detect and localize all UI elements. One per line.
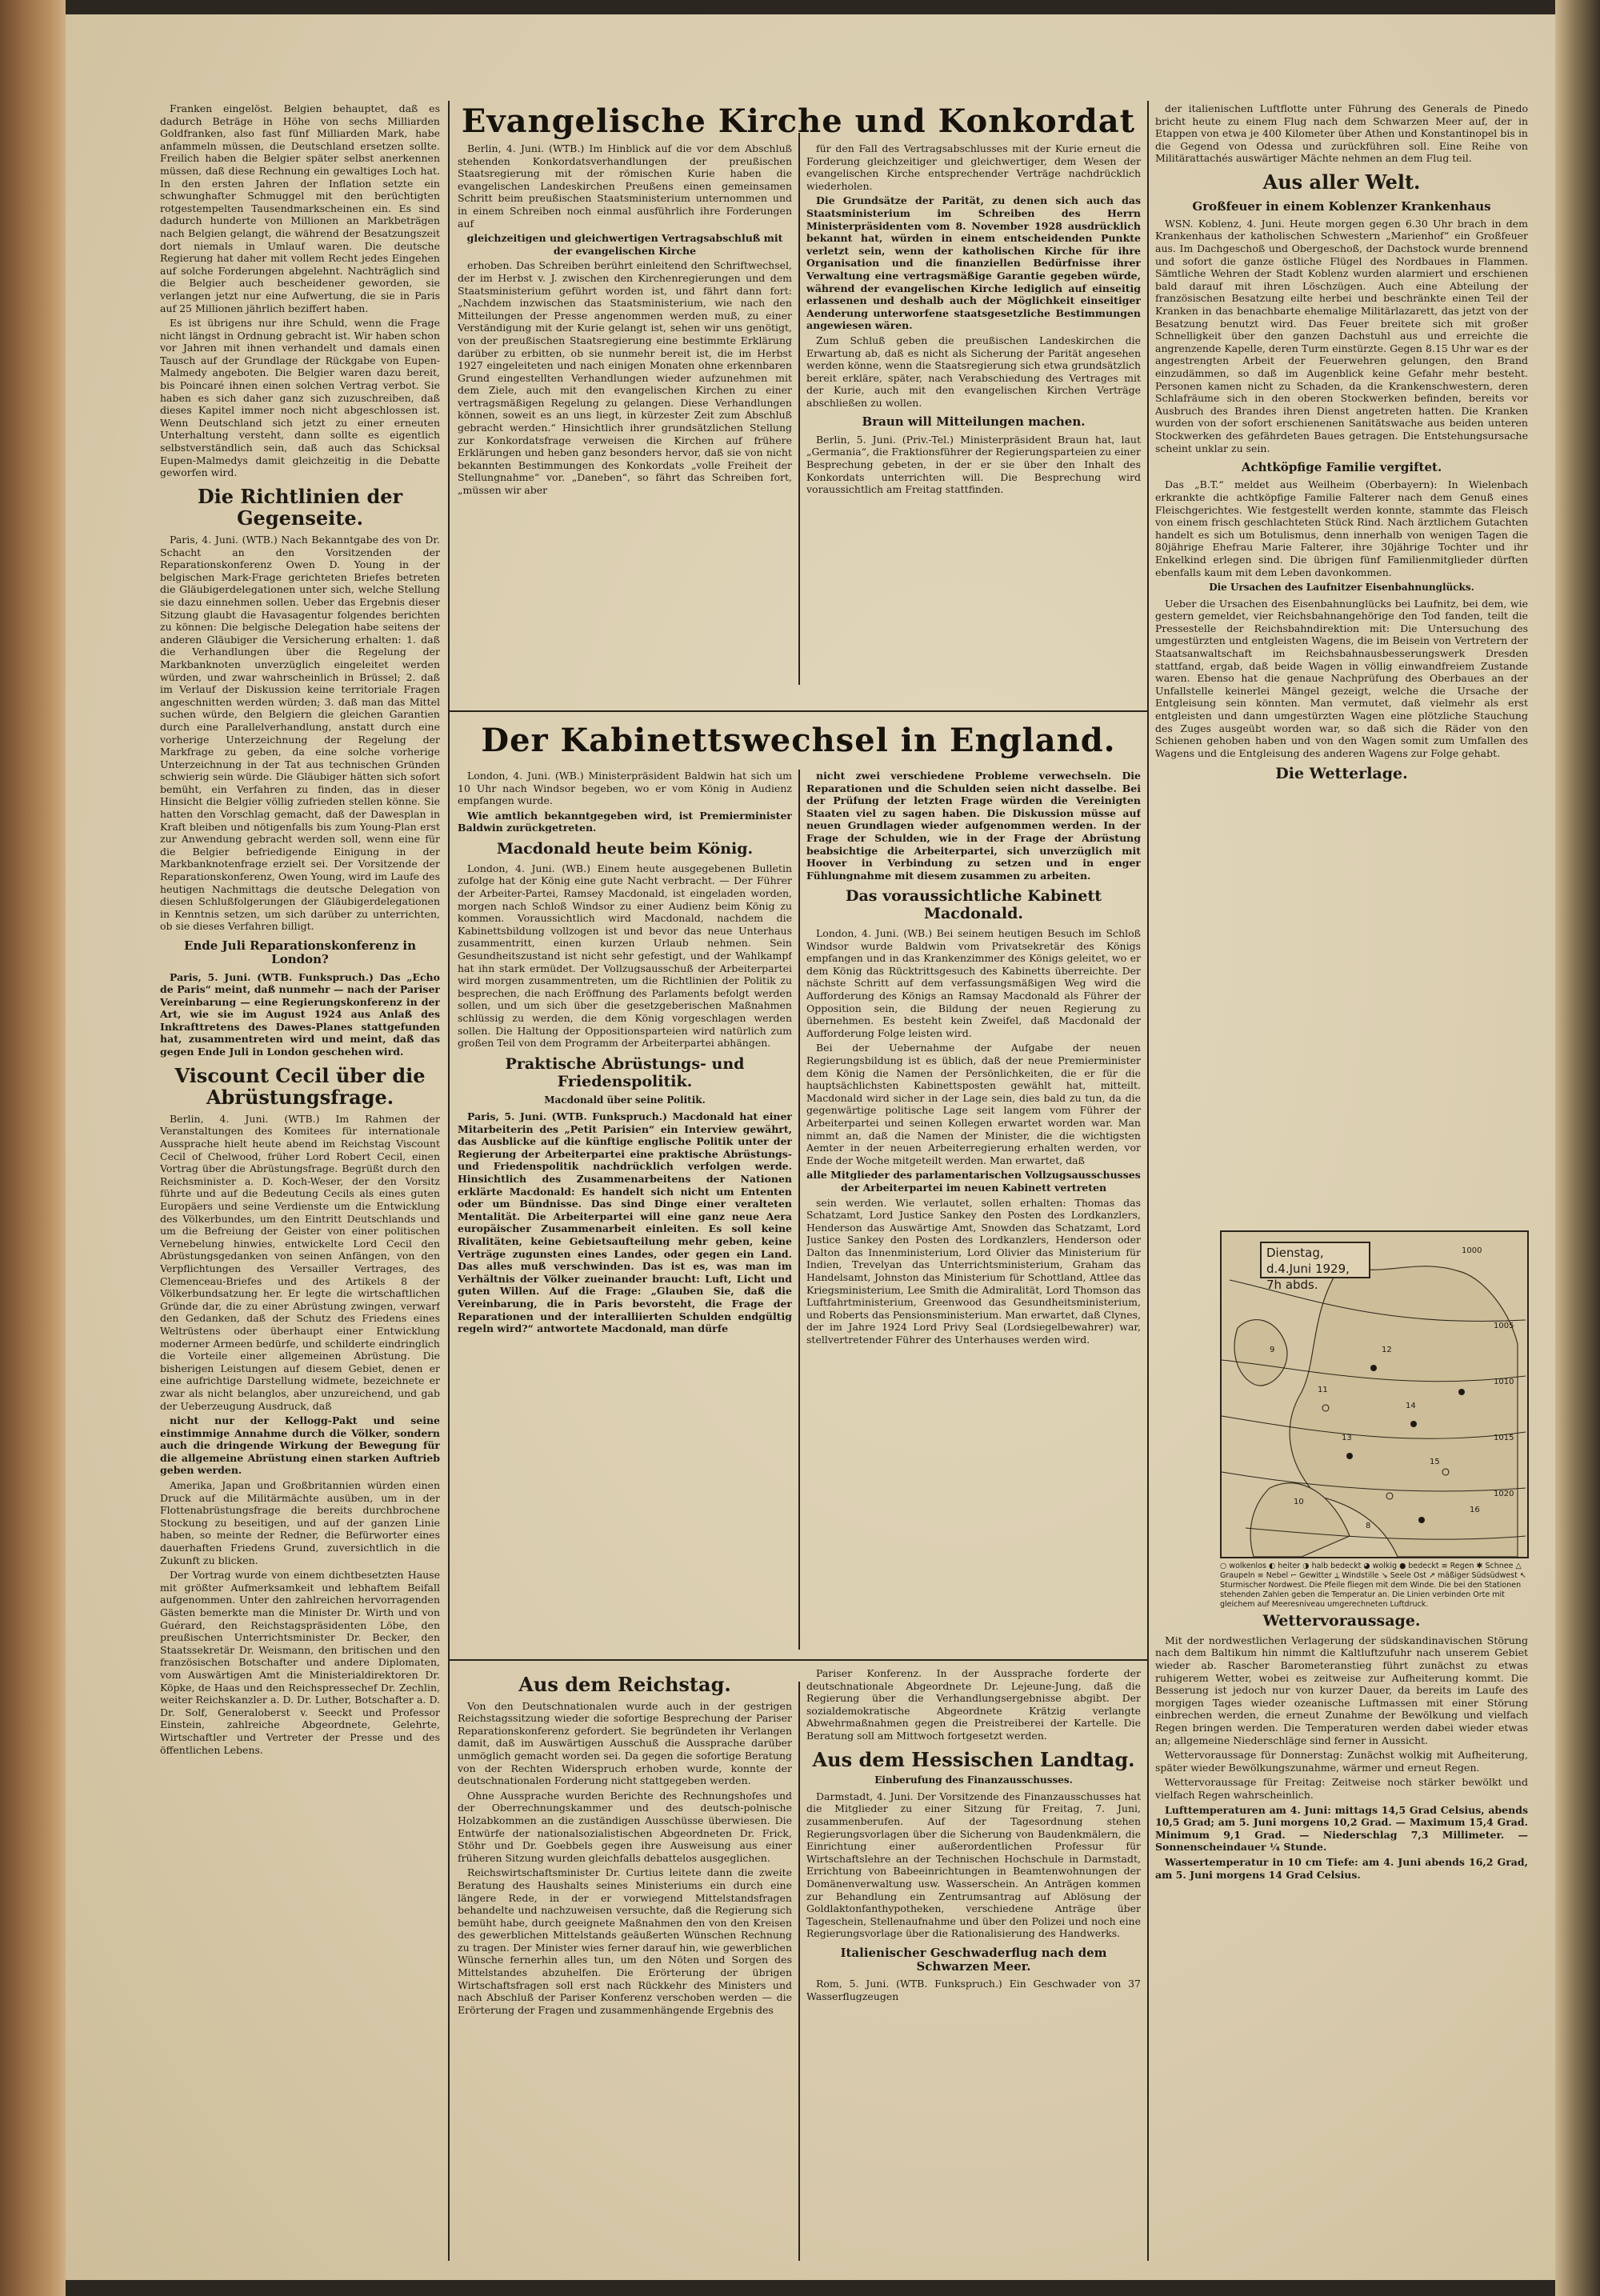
kabinett-col-1 (458, 770, 792, 1650)
headline-evangelisch: Evangelische Kirche und Konkordat (461, 102, 1136, 140)
headline: Viscount Cecil über die Abrüstungsfrage. (174, 1063, 426, 1110)
article-text: Der Vortrag wurde von einem dichtbesetzten Hause mit größter Aufmerksamkeit und lebhaftem Beifall aufgenommen. Unter den zahlreichen hervorragenden Gästen bemerkte man die Minister Dr. Wirth und von Guérard, den Reichstagspräsidenten Löbe, den preußischen Unterrichtsminister Dr. Becker, den Staatssekretär Dr. Weismann, den britischen und den französischen Botschafter und andere Diplomaten, vom Auswärtigen Amt die Ministerialdirektoren Dr. Köpke, de Haas und den Reichspressechef Dr. Zechlin, weiter Reichskanzler a. D. Dr. Luther, Botschafter a. D. Dr. Solf, Generaloberst v. Seeckt und Professor Einstein, zahlreiche Abgeordnete, Gelehrte, Wirtschaftler und Vertreter der Presse und des öffentlichen Lebens. (160, 1569, 440, 1756)
headline: Aus aller Welt. (1262, 170, 1421, 194)
column-rule (798, 133, 800, 685)
article-text: Lufttemperaturen am 4. Juni: mittags 14,5 Grad Celsius, abends 10,5 Grad; am 5. Juni morgens 10,2 Grad. — Maximum 15,4 Grad. Minimum 9,1 Grad. — Niederschlag 7,3 Millimeter. — Sonnenscheindauer ¼ Stunde. (1155, 1803, 1528, 1854)
headline: Praktische Abrüstungs- und Friedenspolitik. (505, 1054, 745, 1090)
temperature-label: 16 (1470, 1506, 1480, 1514)
article-text: Es ist übrigens nur ihre Schuld, wenn die Frage nicht längst in Ordnung gebracht ist. Wir haben schon vor Jahren mit ihnen verhandelt und damals einen Tausch auf der Grundlage der Rückgabe von Eupen-Malmedy angeboten. Die Belgier waren dazu bereit, bis Poincaré ihnen einen solchen Vertrag verbot. Sie haben es sich daher ganz sich zuzuschreiben, daß dieses Kapitel immer noch nicht abgeschlossen ist. Wenn Deutschland sich jetzt zu einer erneuten Unterhaltung versteht, dann sollte es eigentlich selbstverständlich sein, daß auch das Schicksal Eupen-Malmedys damit gleichzeitig in die Debatte geworfen wird. (160, 317, 440, 479)
isobar-label: 1010 (1494, 1378, 1514, 1386)
isobar-label: 1000 (1462, 1246, 1482, 1255)
article-text: Zum Schluß geben die preußischen Landeskirchen die Erwartung ab, daß es nicht als Sicherung der Parität angesehen werden könne, wenn die Staatsregierung sich etwa grundsätzlich bereit erkläre, später, nach Verabschiedung des Vertrages mit der Kurie, auch mit den evangelischen Kirchen Verträge abschließen zu wollen. (806, 334, 1141, 409)
kabinett-col-2 (806, 770, 1141, 1650)
column-4-top (1155, 102, 1528, 1222)
column-1 (160, 102, 440, 2262)
article-text: Pariser Konferenz. In der Aussprache forderte der deutschnationale Abgeordnete Dr. Lejeune-Jung, daß die Regierung über die Verhandlungsergebnisse abgibt. Der sozialdemokratische Abgeordnete Krätzig verlangte Abwehrmaßnahmen gegen die Preistreiberei der Kartelle. Die Beratung soll am Mittwoch fortgesetzt werden. (806, 1667, 1141, 1742)
article-text: Ueber die Ursachen des Eisenbahnunglücks bei Laufnitz, bei dem, wie gestern gemeldet, vier Reichsbahnangehörige den Tod fanden, teilt die Pressestelle der Reichsbahndirektion mit: Die Untersuchung des umgestürzten und entgleisten Wagens, die im Beisein von Vertretern der Staatsanwaltschaft im Reichsbahnausbesserungswerk Dresden stattfand, ergab, daß beide Wagen in völlig einwandfreiem Zustande waren. Ebenso hat die genaue Nachprüfung des Oberbaues an der Unfallstelle keinerlei Mängel gezeigt, welche die Ursache der Entgleisung sein könnten. Man vermutet, daß vielmehr als erst entgleisten und dann umgestürzten Wagen eine plötzliche Stauchung des Zuges ausgeübt worden war, so daß sich die Räder von den Schienen gehoben haben und von den Wagen somit zum Umfallen des Wagens und die Entgleisung des anderen Wagens zur Folge gehabt. (1155, 597, 1528, 759)
subheadline: Macdonald über seine Politik. (544, 1094, 706, 1106)
article-text: nicht zwei verschiedene Probleme verwechseln. Die Reparationen und die Schulden seien nicht dasselbe. Bei der Prüfung der letzten Frage würden die Vereinigten Staaten viel zu sagen haben. Die Diskussion müsse auf neuen Grundlagen wieder aufgenommen werden. In der Frage der Schulden, wie in der Frage der Abrüstung beabsichtige die Arbeiterpartei, sich unverzüglich mit Hoover in Verbindung zu setzen und in enger Fühlungnahme mit diesem zusammen zu arbeiten. (806, 770, 1141, 882)
hessen-col (806, 1667, 1141, 2259)
article-text: Bei der Uebernahme der Aufgabe der neuen Regierungsbildung ist es üblich, daß der neue Premierminister dem König die Namen der Persönlichkeiten, die er für die hauptsächlichsten Kabinettsposten gewählt hat, mitteilt. Macdonald wird sicher in der Lage sein, dies bald zu tun, da die gegenwärtige politische Lage seit langem vom Führer der Arbeiterpartei und seinen Kollegen erwartet worden war. Man nimmt an, daß die Namen der Minister, die die wichtigsten Aemter in der neuen Arbeiterregierung erhalten werden, vor Ende der Woche mitgeteilt werden. Man erwartet, daß (806, 1042, 1141, 1166)
article-text: Amerika, Japan und Großbritannien würden einen Druck auf die Militärmächte ausüben, um in der Flottenabrüstungsfrage die bereits durchbrochene Stockung zu beseitigen, und auf der ganzen Linie haben, so meinte der Redner, die Befürworter eines dauerhaften Friedens Grund, zuversichtlich in die Zukunft zu blicken. (160, 1479, 440, 1566)
headline: Braun will Mitteilungen machen. (862, 414, 1086, 430)
headline: Italienischer Geschwaderflug nach dem Schwarzen Meer. (840, 1945, 1107, 1974)
article-text: Wie amtlich bekanntgegeben wird, ist Premierminister Baldwin zurückgetreten. (458, 809, 792, 834)
headline: Ende Juli Reparationskonferenz in London? (183, 938, 417, 967)
headline: Die Wetterlage. (1275, 765, 1408, 783)
article-text: London, 4. Juni. (WB.) Bei seinem heutigen Besuch im Schloß Windsor wurde Baldwin vom Privatsekretär des Königs empfangen und in das Krankenzimmer des Königs geleitet, wo er dem König das Rücktrittsgesuch des Kabinetts überreichte. Der nächste Schritt auf dem verfassungsmäßigen Weg wird die Aufforderung des Königs an Ramsay Macdonald als Führer der Opposition sein, die Bildung der neuen Regierung zu übernehmen. Es besteht kein Zweifel, daß Macdonald der Aufforderung Folge leisten wird. (806, 927, 1141, 1039)
article-text: nicht nur der Kellogg-Pakt und seine einstimmige Annahme durch die Völker, sondern auch die dringende Wirkung der Bewegung für die allgemeine Abrüstung einen starken Auftrieb geben werden. (160, 1414, 440, 1477)
isobar-label: 1005 (1494, 1322, 1514, 1330)
article-text: Berlin, 5. Juni. (Priv.-Tel.) Ministerpräsident Braun hat, laut „Germania“, die Fraktionsführer der Regierungsparteien zu einer Besprechung gebeten, in der er sie über den Inhalt des Konkordats unterrichten will. Die Besprechung wird voraussichtlich am Freitag stattfinden. (806, 433, 1141, 496)
weather-map-date (1260, 1242, 1370, 1292)
temperature-label: 14 (1406, 1402, 1416, 1410)
headline: Die Richtlinien der Gegenseite. (197, 484, 403, 530)
headline: Wettervoraussage. (1262, 1612, 1421, 1630)
article-text: Berlin, 4. Juni. (WTB.) Im Rahmen der Veranstaltungen des Komitees für internationale Aussprache hielt heute abend im Reichstag Viscount Cecil of Chelwood, früher Lord Robert Cecil, einen Vortrag über die Abrüstungsfrage. Begrüßt durch den Reichsminister a. D. Koch-Weser, der den Vorsitz führte und auf die Bedeutung Cecils als eines guten Europäers und seine Verdienste um die Entwicklung des Völkerbundes, um den Eintritt Deutschlands und um die Befreiung der Geister von einer politischen Vernebelung hinwies, entwickelte Lord Cecil den Abrüstungsgedanken von seinen Anfängen, von den Verpflichtungen des Versailler Vertrages, des Clemenceau-Briefes und des Artikels 8 der Völkerbundsatzung her. Er legte die wirtschaftlichen Gründe dar, die zu einer Abrüstung zwingen, verwarf den Gedanken, daß der Schutz des Friedens eines Weltrüstens oder überhaupt einer Entwicklung moderner Armeen bedürfe, und schilderte eindringlich die Vorteile einer allgemeinen Abrüstung. Die bisherigen Leistungen auf diesem Gebiet, denen er eine aufrichtige Darstellung widmete, bezeichnete er zwar als nicht belanglos, aber unzureichend, und gab der Ueberzeugung Ausdruck, daß (160, 1112, 440, 1412)
article-text: Rom, 5. Juni. (WTB. Funkspruch.) Ein Geschwader von 37 Wasserflugzeugen (806, 1978, 1141, 2002)
subheadline: Einberufung des Finanzausschusses. (874, 1774, 1073, 1786)
article-text: alle Mitglieder des parlamentarischen Vollzugsausschusses der Arbeiterpartei im neuen Kabinett vertreten (806, 1169, 1141, 1194)
article-text: Berlin, 4. Juni. (WTB.) Im Hinblick auf die vor dem Abschluß stehenden Konkordatsverhandlungen der preußischen Staatsregierung mit der römischen Kurie haben die evangelischen Landeskirchen Preußens einen gemeinsamen Schritt beim preußischen Staatsministerium unternommen und in einem Schreiben noch einmal ausführlich ihre Forderungen auf (458, 142, 792, 230)
headline: Das voraussichtliche Kabinett Macdonald. (845, 887, 1102, 923)
article-text: Paris, 5. Juni. (WTB. Funkspruch.) Macdonald hat einer Mitarbeiterin des „Petit Parisien“ ein Interview gewährt, das Ausblicke auf die künftige englische Politik unter der Regierung der Arbeiterpartei eine praktische Abrüstungs- und Friedenspolitik nachdrücklich verfolgen werde. Hinsichtlich des Zusammenarbeitens der Nationen erklärte Macdonald: Es handelt sich nicht um Ententen oder um Bündnisse. Das sind Dinge einer veralteten Mentalität. Die Arbeiterpartei will eine ganz neue Aera europäischer Zusammenarbeit einleiten. Es soll keine Rivalitäten, keine Gebietsaufteilung mehr geben, keine Verträge zugunsten eines Landes, oder gegen ein Land. Das alles muß verschwinden. Das ist es, was man im Verhältnis der Völker zueinander braucht: Luft, Licht und guten Willen. Auf die Frage: „Glauben Sie, daß die Vereinbarung, die in Paris bevorsteht, die Frage der Reparationen und der interalliierten Schulden endgültig regeln wird?“ antwortete Macdonald, man dürfe (458, 1110, 792, 1335)
temperature-label: 11 (1318, 1386, 1328, 1394)
temperature-label: 13 (1342, 1434, 1352, 1442)
map-date-line: Dienstag, (1266, 1246, 1324, 1260)
weather-legend: ○ wolkenlos ◐ heiter ◑ halb bedeckt ◕ wolkig ● bedeckt ≡ Regen ✱ Schnee △ Graupeln ≡ Nebel ⌐ Gewitter ⟂ Windstille ↘ Seele Ost ↗ mäßiger Südsüdwest ↖ Sturmischer Nordwest. Die Pfeile fliegen mit dem Winde. Die bei den Stationen stehenden Zahlen geben die Temperatur an. Die Linien verbinden Orte mit gleichem auf Meeresniveau umgerechneten Luftdruck. (1220, 1562, 1526, 1609)
evangelisch-col-2 (806, 142, 1141, 694)
map-date-line: d.4.Juni 1929, 7h abds. (1266, 1262, 1350, 1292)
article-text: Wettervoraussage für Donnerstag: Zunächst wolkig mit Aufheiterung, später wieder Bewölkungszunahme, wärmer und erneut Regen. (1155, 1749, 1528, 1774)
article-text: London, 4. Juni. (WB.) Einem heute ausgegebenen Bulletin zufolge hat der König eine gute Nacht verbracht. — Der Führer der Arbeiter-Partei, Ramsey Macdonald, ist eingeladen worden, morgen nach Schloß Windsor zu einer Audienz beim König zu kommen. Voraussichtlich wird Macdonald, nachdem die Kabinettsbildung vollzogen ist und bevor das neue Unterhaus zusammentritt, einen kurzen Urlaub nehmen. Sein Gesundheitszustand ist nicht sehr gefestigt, und der Wahlkampf hat ihn stark ermüdet. Der Vollzugsausschuß der Arbeiterpartei wird morgen zusammentreten, um die Richtlinien der Politik zu besprechen, die nach Eröffnung des Parlaments befolgt werden sollen, und um sich über die gesetzgeberischen Maßnahmen schlüssig zu werden, die dem König vorgeschlagen werden sollen. Die Haltung der Oppositionsparteien wird natürlich zum großen Teil von dem Programm der Arbeiterpartei abhängen. (458, 862, 792, 1050)
temperature-label: 15 (1430, 1458, 1440, 1466)
article-text: Reichswirtschaftsminister Dr. Curtius leitete dann die zweite Beratung des Haushalts seines Ministeriums ein durch eine längere Rede, in der er vorwiegend Mittelstandsfragen behandelte und nachzuweisen versuchte, daß die Regierung sich bemüht habe, durch geeignete Maßnahmen den von den Kreisen des gewerblichen Mittelstands geäußerten Wünschen Rechnung zu tragen. Der Minister wies ferner darauf hin, wie gewerblichen Wünsche fernerhin alles tun, um den Nöten und Sorgen des Mittelstandes abzuhelfen. Die Erörterung der übrigen Wirtschaftsfragen soll erst nach Rückkehr des Ministers und nach Abschluß der Pariser Konferenz verschoben werden — die Erörterung der Fragen und zusammenhängende Ergebnis des (458, 1866, 792, 2016)
article-text: erhoben. Das Schreiben berührt einleitend den Schriftwechsel, der im Herbst v. J. zwischen den Kirchenregierungen und dem Staatsministerium geführt worden ist, und fährt dann fort: „Nachdem inzwischen das Staatsministerium, wie nach den Mitteilungen der Presse angenommen werden muß, zu einer Verständigung mit der Kurie gelangt ist, sehen wir uns genötigt, von der preußischen Staatsregierung eine bestimmte Erklärung darüber zu erbitten, ob sie nunmehr bereit ist, die im Herbst 1927 eingeleiteten und nach einigen Monaten ohne erkennbaren Grund eingestellten Verhandlungen wieder aufzunehmen mit dem Ziele, auch mit den evangelischen Kirchen zu einer vertragsmäßigen Regelung zu gelangen. Diese Verhandlungen können, soweit es an uns liegt, in kürzester Zeit zum Abschluß gebracht werden.“ Hinsichtlich ihrer grundsätzlichen Stellung zur Konkordatsfrage verweisen die Kirchen auf frühere Erklärungen und heben ganz besonders hervor, daß sie von nicht bekannten Bestimmungen des Konkordats „volle Freiheit der Stellungnahme“ vor. „Daneben“, so fährt das Schreiben fort, „müssen wir aber (458, 259, 792, 497)
article-text: Franken eingelöst. Belgien behauptet, daß es dadurch Beträge in Höhe von sechs Milliarden Goldfranken, also fast fünf Milliarden Mark, habe anfammeln müssen, die Deutschland ersetzen sollte. Freilich haben die Belgier später selbst anerkennen müssen, daß diese Rechnung ein gewaltiges Loch hat. In den ersten Jahren der Inflation setzte ein schwunghafter Schmuggel mit den berüchtigten rotgestempelten Tausendmarkscheinen ein. Es sind dadurch hunderte von Millionen an Markbeträgen nach Belgien gelangt, die während der Besatzungszeit dort niemals in Umlauf waren. Die deutsche Regierung hat daher mit vollem Recht jedes Eingehen auf solche Forderungen abgelehnt. Nachträglich sind die Belgier auch bescheidener geworden, sie verlangen jetzt nur eine Aufwertung, die sie in Paris auf 25 Millionen jährlich beziffert haben. (160, 102, 440, 314)
headline: Achtköpfige Familie vergiftet. (1241, 460, 1442, 475)
article-text: Wassertemperatur in 10 cm Tiefe: am 4. Juni abends 16,2 Grad, am 5. Juni morgens 14 Grad Celsius. (1155, 1855, 1528, 1881)
column-4-bottom (1155, 1606, 1528, 2262)
headline: Macdonald heute beim König. (496, 839, 754, 858)
article-text: Darmstadt, 4. Juni. Der Vorsitzende des Finanzausschusses hat die Mitglieder zu einer Sitzung für Freitag, 7. Juni, zusammenberufen. Auf der Tagesordnung stehen Regierungsvorlagen über die Sicherung von Baudenkmälern, die Einrichtung einer außerordentlichen Professur für Wirtschaftslehre an der Technischen Hochschule in Darmstadt, Errichtung von Babeeinrichtungen in Beamtenwohnungen der Domänenverwaltung usw. Wasserschein. An Anträgen kommen zur Behandlung ein Zentrumsantrag auf Ablösung der Goldlaktonfanthypotheken, verschiedene Anträge über Tageschein, Stellenaufnahme und über den Polizei und noch eine Regierungsvorlage über die Rationalisierung des Handwerks. (806, 1790, 1141, 1940)
evangelisch-col-1 (458, 142, 792, 694)
column-rule (798, 1682, 800, 2261)
temperature-label: 12 (1382, 1346, 1392, 1354)
article-text: sein werden. Wie verlautet, sollen erhalten: Thomas das Schatzamt, Lord Justice Sankey den Posten des Lordkanzlers, Henderson das Auswärtige Amt, Snowden das Schatzamt, Lord Justice Sankey den Posten des Lordkanzlers, Henderson oder Dalton das Innenministerium, Lord Olivier das Ministerium für Indien, Trevelyan das Unterrichtsministerium, Graham das Handelsamt, Johnston das Ministerium für Schottland, Attlee das Kriegsministerium, Lee Smith die Admiralität, Lord Thomson das Luftfahrtministerium, Greenwood das Gesundheitsministerium, und Roberts das Pensionsministerium. Man erwartet, daß Clynes, der im Jahre 1924 Lord Privy Seal (Lordsiegelbewahrer) war, stellvertretender Führer des Unterhauses werden wird. (806, 1196, 1141, 1346)
column-rule (798, 770, 800, 1650)
temperature-label: 10 (1294, 1498, 1304, 1506)
article-text: Das „B.T.“ meldet aus Weilheim (Oberbayern): In Wielenbach erkrankte die achtköpfige Familie Falterer nach dem Genuß eines Fleischgerichtes. Wie festgestellt werden konnte, stammte das Fleisch von einem frisch geschlachteten Stück Rind. Nach ärztlichem Gutachten handelt es sich um Botulismus, denn innerhalb von wenigen Tagen die 80jährige Ehefrau Marie Falterer, ihre 30jährige Tochter und ihr Enkelkind erlegen sind. Die übrigen fünf Familienmitglieder dürften ebenfalls kaum mit dem Leben davonkommen. (1155, 478, 1528, 578)
article-text: Von den Deutschnationalen wurde auch in der gestrigen Reichstagssitzung wieder die sofortige Besprechung der Pariser Reparationskonferenz gefordert. Sie begründeten ihr Verlangen damit, daß im Auswärtigen Ausschuß die Aussprache darüber unmöglich gemacht worden sei. Da gegen die sofortige Beratung von der Rechten Widerspruch erhoben wurde, konnte der deutschnationalen Forderung nicht stattgegeben werden. (458, 1699, 792, 1787)
article-text: für den Fall des Vertragsabschlusses mit der Kurie erneut die Forderung gleichzeitiger und gleichwertiger, dem Wesen der evangelischen Kirche entsprechender Verträge nachdrücklich wiederholen. (806, 142, 1141, 192)
article-text: Die Grundsätze der Parität, zu denen sich auch das Staatsministerium im Schreiben des Herrn Ministerpräsidenten vom 8. November 1928 ausdrücklich bekannt hat, würden in einem entscheidenden Punkte verletzt sein, wenn der katholischen Kirche für ihre Organisation und die finanziellen Bedürfnisse ihrer Verwaltung eine vertragsmäßige Garantie gegeben würde, während der evangelischen Kirche lediglich auf einseitig erlassenen und deshalb auch der Möglichkeit einseitiger Aenderung unterworfene staatsgesetzliche Bestimmungen angewiesen wären. (806, 194, 1141, 332)
headline: Die Ursachen des Laufnitzer Eisenbahnunglücks. (1209, 582, 1474, 594)
isobar-label: 1015 (1494, 1434, 1514, 1442)
column-rule (1147, 101, 1149, 2261)
section-rule (450, 710, 1147, 712)
article-text: London, 4. Juni. (WB.) Ministerpräsident Baldwin hat sich um 10 Uhr nach Windsor begeben, wo er vom König in Audienz empfangen wurde. (458, 770, 792, 807)
newspaper-page (66, 14, 1555, 2280)
article-text: gleichzeitigen und gleichwertigen Vertragsabschluß mit der evangelischen Kirche (466, 232, 783, 257)
reichstag-col (458, 1667, 792, 2259)
article-text: Ohne Aussprache wurden Berichte des Rechnungshofes und der Oberrechnungskammer und des deutsch-polnische Holzabkommen an die zuständigen Ausschüsse überwiesen. Die Entwürfe der nationalsozialistischen Abgeordneten Dr. Frick, Stöhr und Dr. Goebbels gegen ihre Ausweisung aus einer früheren Sitzung wurden gleichfalls debattelos ausgeglichen. (458, 1789, 792, 1864)
temperature-label: 9 (1270, 1346, 1275, 1354)
isobar-label: 1020 (1494, 1490, 1514, 1498)
article-text: der italienischen Luftflotte unter Führung des Generals de Pinedo bricht heute zu einem Flug nach dem Schwarzen Meer auf, der in Etappen von etwa je 400 Kilometer über Athen und Konstantinopel bis in die Gegend von Odessa und zurückführen soll. Eine Reihe von Militärattachés auswärtiger Mächte nehmen an dem Flug teil. (1155, 102, 1528, 165)
article-text: Paris, 5. Juni. (WTB. Funkspruch.) Das „Echo de Paris“ meint, daß nunmehr — nach der Pariser Vereinbarung — eine Regierungskonferenz in der Art, wie sie im August 1924 aus Anlaß des Inkrafttretens des Dawes-Planes stattgefunden hat, zusammentreten wird und meint, daß das gegen Ende Juli in London geschehen wird. (160, 970, 440, 1058)
article-text: Wettervoraussage für Freitag: Zeitweise noch stärker bewölkt und vielfach Regen wahrscheinlich. (1155, 1776, 1528, 1801)
article-text: Paris, 4. Juni. (WTB.) Nach Bekanntgabe des von Dr. Schacht an den Vorsitzenden der Reparationskonferenz Owen D. Young in der belgischen Mark-Frage gerichteten Briefes betreten die Gläubigerdelegationen unter sich, welche Stellung sie dazu einnehmen sollen. Ueber das Ergebnis dieser Sitzung glaubt die Havasagentur folgendes berichten zu können: Die belgische Delegation habe seitens der anderen Gläubiger die Versicherung erhalten: 1. daß die Verhandlungen über die Regelung der Markbanknoten unverzüglich eingeleitet werden würden, und zwar wahrscheinlich in Brüssel; 2. daß im Verlauf der Diskussion keine territoriale Fragen angeschnitten werden würden; 3. daß man das Mittel suchen würde, den Belgiern die gleichen Garantien durch eine Parallelverhandlung, anstatt durch eine vorherige Unterzeichnung der Regelung der Markfrage zu geben, da eine solche vorherige Unterzeichnung in der Tat aus technischen Gründen schwierig sein würde. Die Gläubiger hätten sich sofort bemüht, ein Verfahren zu finden, das in dieser Hinsicht die Belgier völlig zufrieden stellen könne. Sie hatten den Vorschlag gemacht, daß der Dawesplan in Kraft bleiben und nötigenfalls bis zum Young-Plan erst zur Anwendung gebracht werden soll, wenn eine für die Belgier befriedigende Einigung in der Markbanknotenfrage erzielt sei. Der Vorsitzende der Reparationskonferenz, Owen Young, wird im Laufe des heutigen Nachmittags die deutsche Delegation von diesen Schlußfolgerungen der Gläubigerdelegationen in Kenntnis setzen, um sich darüber zu unterrichten, ob sie dieses Verfahren billigt. (160, 534, 440, 933)
temperature-label: 8 (1366, 1522, 1371, 1530)
book-binding (0, 0, 66, 2296)
section-rule (450, 1659, 1147, 1661)
column-rule (448, 101, 450, 2261)
article-text: WSN. Koblenz, 4. Juni. Heute morgen gegen 6.30 Uhr brach in dem Krankenhaus der katholischen Schwestern „Marienhof“ ein Großfeuer aus. Im Dachgeschoß und Obergeschoß, der Dachstock wurde brennend und sofort die ganze östliche Flügel des Nordbaues in Flammen. Sämtliche Wehren der Stadt Koblenz wurden alarmiert und erschienen bald darauf mit ihren Löschzügen. Auch eine Abteilung der französischen Besatzung eilte herbei und beschränkte einen Teil der Kranken in das benachbarte ehemalige Militärlazarett, das jetzt von der Besatzung benutzt wird. Das Feuer breitete sich mit großer Schnelligkeit über den ganzen Dachstuhl aus und erreichte die angrenzende Kapelle, deren Turm einstürzte. Gegen 8.15 Uhr war es der angestrengten Arbeit der Feuerwehren gelungen, den Brand einzudämmen, so daß im Augenblick keine Gefahr mehr besteht. Personen kamen nicht zu Schaden, da die Krankenschwestern, deren Schlafräume sich in den oberen Stockwerken befinden, bereits vor Ausbruch des Brandes ihren Dienst angetreten hatten. Die Kranken wurden von der sofort erschienenen Sanitätswache aus beiden unteren Stockwerken des gefährdeten Baues getragen. Die Entstehungsursache scheint unklar zu sein. (1155, 217, 1528, 454)
headline: Aus dem Hessischen Landtag. (812, 1747, 1135, 1771)
weather-map (1220, 1230, 1529, 1558)
page-edge (1555, 0, 1600, 2296)
headline-kabinett: Der Kabinettswechsel in England. (481, 722, 1116, 759)
article-text: Mit der nordwestlichen Verlagerung der südskandinavischen Störung nach dem Baltikum hin nimmt die Kaltluftzufuhr nach unserem Gebiet wieder ab. Rascher Barometeranstieg führt zunächst zu etwas ruhigerem Wetter, wobei es zeitweise zur Aufheiterung kommt. Die Besserung ist jedoch nur von kurzer Dauer, da bereits im Laufe des morgigen Tages wieder ozeanische Luftmassen mit einer Störung einbrechen werden, die erneut Zunahme der Bewölkung und vielfach Regen bringen werden. Die Temperaturen werden dabei wieder etwas an; allgemeine Niederschläge sind ferner in Aussicht. (1155, 1634, 1528, 1746)
headline: Aus dem Reichstag. (518, 1673, 731, 1696)
headline: Großfeuer in einem Koblenzer Krankenhaus (1192, 198, 1491, 214)
